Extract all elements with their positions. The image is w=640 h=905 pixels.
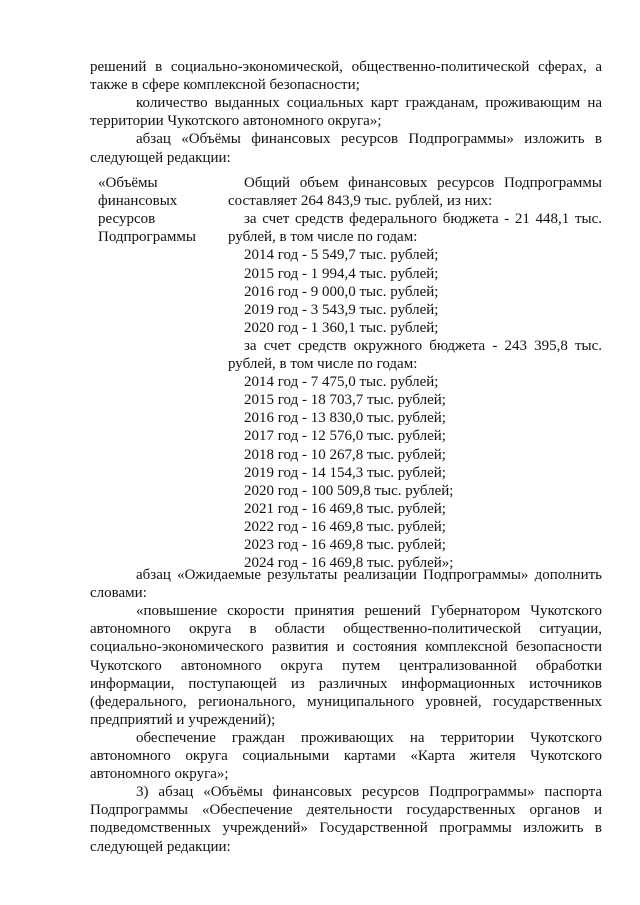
paragraph-line: автономного округа в области общественно-политической ситуации, — [90, 621, 602, 638]
table-value-line: 2021 год - 16 469,8 тыс. рублей; — [244, 500, 446, 517]
table-value-line: 2019 год - 14 154,3 тыс. рублей; — [244, 464, 446, 481]
table-value-line: 2024 год - 16 469,8 тыс. рублей»; — [244, 555, 454, 572]
paragraph-line: абзац «Объёмы финансовых ресурсов Подпрограммы» изложить в — [136, 131, 602, 148]
table-label-line: «Объёмы — [98, 175, 158, 191]
table-value-line: 2020 год - 100 509,8 тыс. рублей; — [244, 482, 454, 499]
paragraph-line: абзац «Ожидаемые результаты реализации Подпрограммы» дополнить — [136, 567, 602, 583]
table-label-line: ресурсов — [98, 211, 156, 227]
table-label-line: Подпрограммы — [98, 229, 196, 245]
table-value-line: 2015 год - 18 703,7 тыс. рублей; — [244, 392, 446, 409]
table-label-line: финансовых — [98, 193, 178, 209]
table-value-line: Общий объем финансовых ресурсов Подпрограммы — [244, 175, 602, 191]
table-value-line: 2020 год - 1 360,1 тыс. рублей; — [244, 319, 439, 336]
paragraph-line: также в сфере комплексной безопасности; — [90, 77, 360, 94]
paragraph-line: словами: — [90, 585, 147, 602]
paragraph-line: подведомственных учреждений» Государственной программы изложить в — [90, 820, 602, 837]
paragraph-line: предприятий и учреждений); — [90, 711, 276, 728]
paragraph-line: социально-экономического развития и состояния комплексной безопасности — [90, 639, 602, 656]
paragraph-line: Чукотского автономного округа путем централизованной обработки — [90, 657, 602, 674]
table-value-line: 2017 год - 12 576,0 тыс. рублей; — [244, 428, 446, 445]
paragraph-line: обеспечение граждан проживающих на территории Чукотского — [136, 729, 602, 746]
table-value-line: 2023 год - 16 469,8 тыс. рублей; — [244, 537, 446, 553]
table-value-line: составляет 264 843,9 тыс. рублей, из них: — [228, 193, 493, 210]
paragraph-line: «повышение скорости принятия решений Губернатором Чукотского — [136, 603, 602, 620]
table-value-line: 2014 год - 5 549,7 тыс. рублей; — [244, 247, 439, 264]
paragraph-line: следующей редакции: — [90, 838, 231, 855]
table-value-line: 2016 год - 13 830,0 тыс. рублей; — [244, 410, 446, 427]
table-value-line: 2018 год - 10 267,8 тыс. рублей; — [244, 446, 446, 463]
table-value-line: 2015 год - 1 994,4 тыс. рублей; — [244, 265, 439, 282]
table-row-header-cell — [98, 174, 228, 246]
paragraph-line: автономного округа социальными картами «Карта жителя Чукотского — [90, 748, 602, 764]
paragraph-line: количество выданных социальных карт гражданам, проживающим на — [136, 95, 602, 112]
paragraph-line: автономного округа»; — [90, 766, 229, 783]
paragraph-line: 3) абзац «Объёмы финансовых ресурсов Подпрограммы» паспорта — [136, 784, 602, 801]
table-value-line: 2016 год - 9 000,0 тыс. рублей; — [244, 283, 439, 300]
table-value-line: 2014 год - 7 475,0 тыс. рублей; — [244, 374, 439, 391]
table-value-line: 2019 год - 3 543,9 тыс. рублей; — [244, 301, 439, 318]
paragraph-line: следующей редакции: — [90, 149, 231, 166]
paragraph-line: решений в социально-экономической, общественно-политической сферах, а — [90, 59, 602, 75]
table-value-line: рублей, в том числе по годам: — [228, 356, 418, 372]
table-value-line: рублей, в том числе по годам: — [228, 229, 418, 246]
paragraph-line: территории Чукотского автономного округа»; — [90, 113, 382, 130]
table-value-line: 2022 год - 16 469,8 тыс. рублей; — [244, 518, 446, 535]
paragraph-line: информации, поступающей из различных информационных источников — [90, 675, 602, 692]
table-value-line: за счет средств федерального бюджета - 21 448,1 тыс. — [244, 211, 602, 228]
table-value-line: за счет средств окружного бюджета - 243 395,8 тыс. — [244, 337, 602, 354]
paragraph-line: (федерального, регионального, муниципального уровней, государственных — [90, 693, 602, 710]
paragraph-line: Подпрограммы «Обеспечение деятельности государственных органов и — [90, 802, 602, 819]
